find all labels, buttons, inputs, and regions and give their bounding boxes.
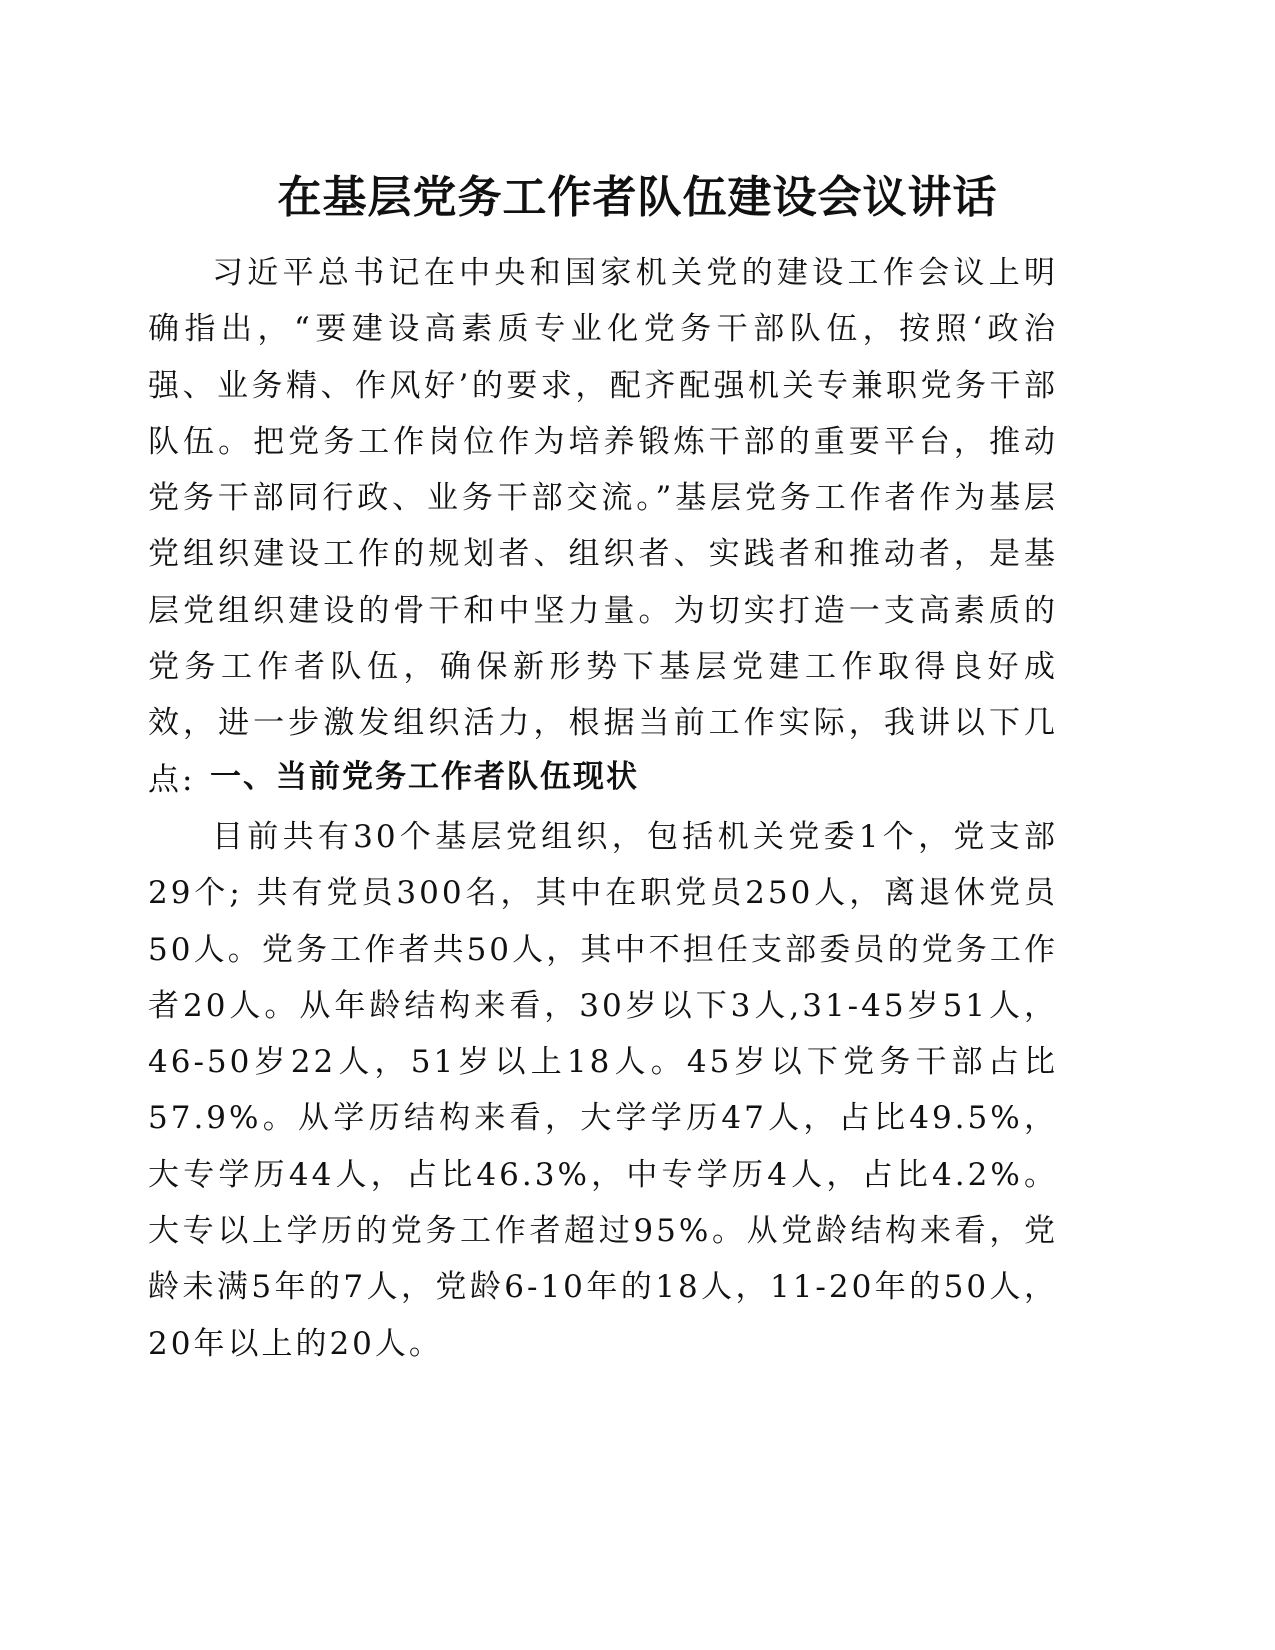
status-paragraph: 目前共有30个基层党组织，包括机关党委1个，党支部29个; 共有党员300名，其中在职党员250人，离退休党员50人。党务工作者共50人，其中不担任支部委员的党务工作者20人。从年龄结构来看，30岁以下3人,31-45岁51人，46-50岁22人，51岁以上18人。45岁以下党务干部占比57.9%。从学历结构来看，大学学历47人，占比49.5%，大专学历44人，占比46.3%，中专学历4人，占比4.2%。大专以上学历的党务工作者超过95%。从党龄结构来看，党龄未满5年的7人，党龄6-10年的18人，11-20年的50人，20年以上的20人。 bbox=[148, 819, 1058, 1362]
section-heading: 一、当前党务工作者队伍现状 bbox=[210, 759, 639, 795]
document-title: 在基层党务工作者队伍建设会议讲话 bbox=[277, 172, 998, 223]
intro-paragraph: 习近平总书记在中央和国家机关党的建设工作会议上明确指出，“要建设高素质专业化党务干部队伍，按照‘政治强、业务精、作风好’的要求，配齐配强机关专兼职党务干部队伍。把党务工作岗位作为培养锻炼干部的重要平台，推动党务干部同行政、业务干部交流。”基层党务工作者作为基层党组织建设工作的规划者、组织者、实践者和推动者，是基层党组织建设的骨干和中坚力量。为切实打造一支高素质的党务工作者队伍，确保新形势下基层党建工作取得良好成效，进一步激发组织活力，根据当前工作实际，我讲以下几点: bbox=[148, 255, 1058, 798]
